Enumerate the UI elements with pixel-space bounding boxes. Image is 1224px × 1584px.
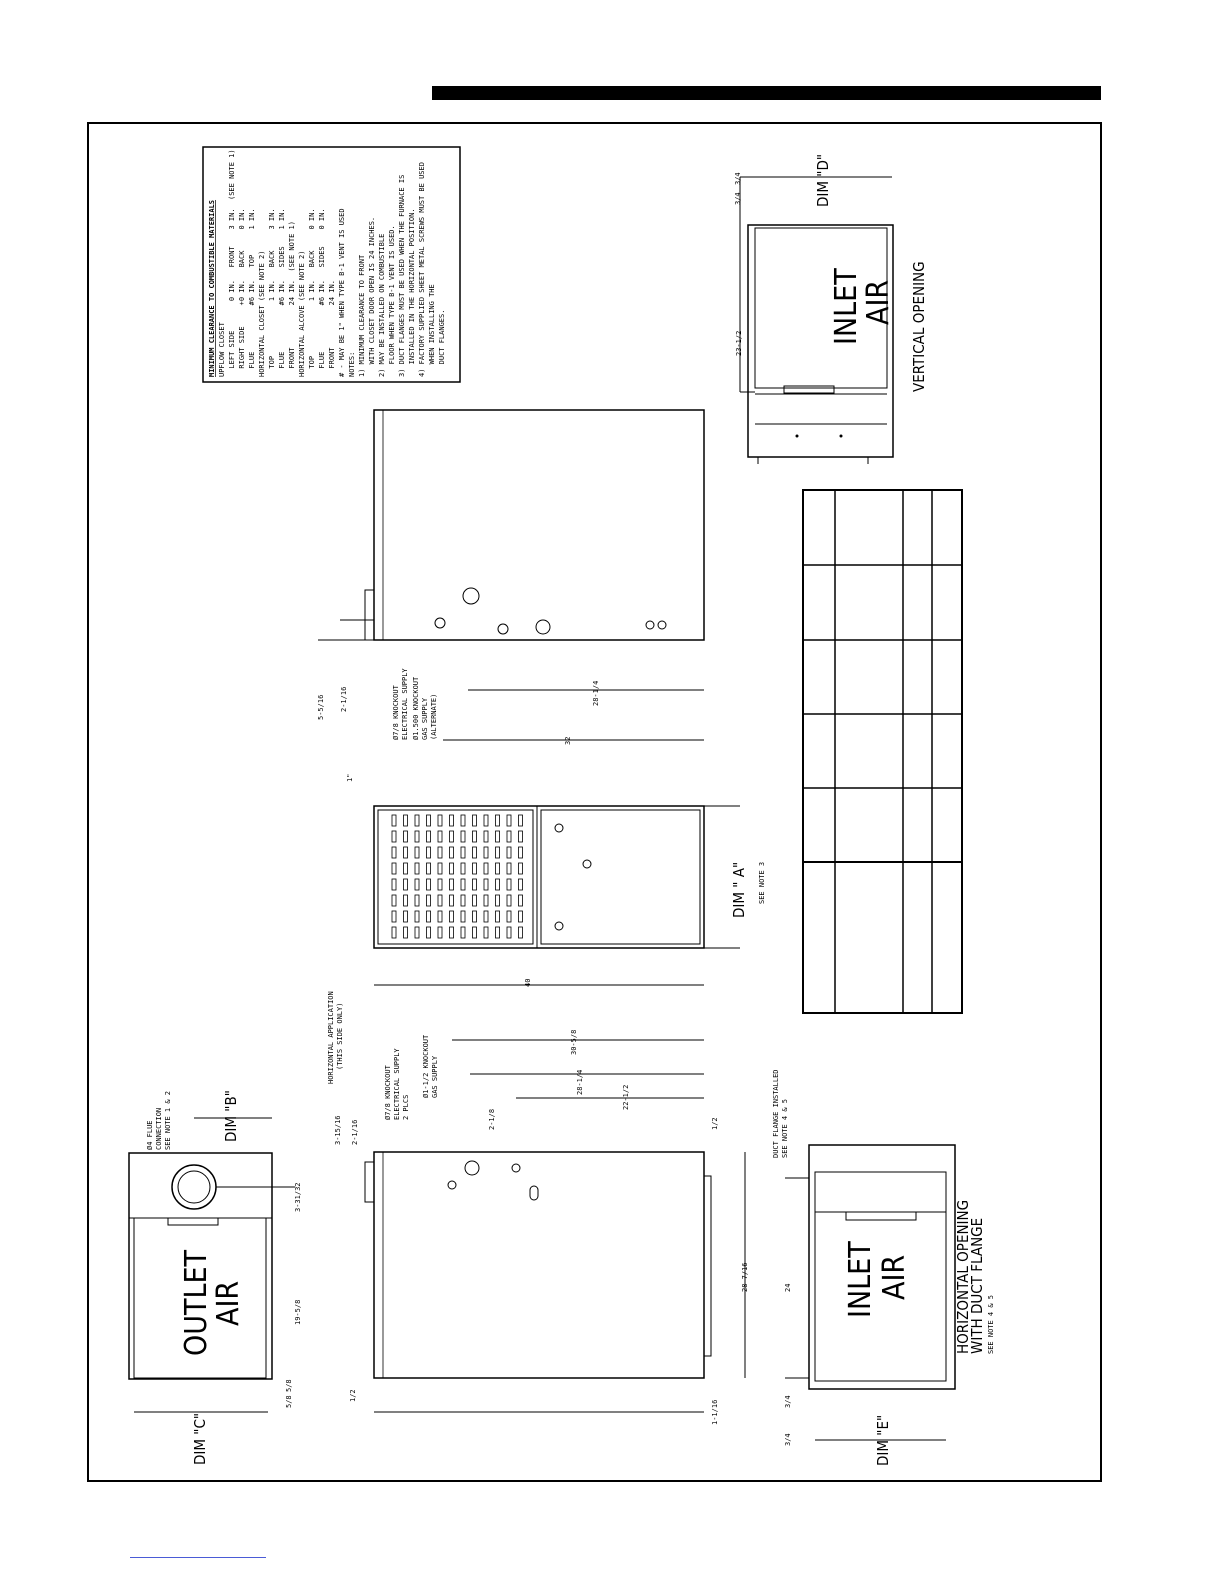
louver [507,895,511,906]
clearance-line: FLOOR WHEN TYPE B-1 VENT IS USED. [388,225,396,377]
svg-text:(THIS SIDE ONLY): (THIS SIDE ONLY) [336,1002,344,1070]
louver [404,879,408,890]
louver [461,847,465,858]
louver [438,911,442,922]
louver [415,831,419,842]
louver [484,911,488,922]
svg-text:Ø7/8 KNOCKOUT: Ø7/8 KNOCKOUT [384,1065,392,1120]
clearance-line: FLUE #6 IN. SIDES 0 IN. [318,208,326,377]
dim-v-3-4b: 3/4 [734,192,742,205]
dimension-table [803,490,962,1013]
louver [450,911,454,922]
svg-text:DUCT FLANGE INSTALLED: DUCT FLANGE INSTALLED [772,1069,780,1158]
louver [450,831,454,842]
dim-s-2-1-16: 2-1/16 [340,686,348,712]
dim-s-28-1-4: 28-1/4 [592,680,600,706]
louver [404,847,408,858]
louver [404,911,408,922]
svg-text:GAS SUPPLY: GAS SUPPLY [431,1055,439,1098]
clearance-line: INSTALLED IN THE HORIZONTAL POSITION. [408,208,416,377]
louver [484,863,488,874]
louver [404,895,408,906]
louver [484,895,488,906]
clearance-line: TOP 1 IN. BACK 0 IN. [308,208,316,377]
louver [496,927,500,938]
svg-text:ELECTRICAL SUPPLY: ELECTRICAL SUPPLY [393,1048,401,1120]
louver [392,879,396,890]
louver [496,911,500,922]
dim-o-19-5-8: 19-5/8 [294,1299,302,1325]
dim-b-3-15-16: 3-15/16 [334,1115,342,1145]
louver [450,815,454,826]
svg-text:CONNECTION: CONNECTION [155,1107,163,1150]
dim-d-label: DIM "D" [814,153,832,207]
dim-s-1in: 1" [346,773,354,782]
svg-text:2 PLCS: 2 PLCS [402,1094,410,1120]
louver [450,863,454,874]
louver [507,815,511,826]
dim-e-label: DIM "E" [874,1414,892,1466]
louver [484,879,488,890]
louver [438,879,442,890]
louver [438,895,442,906]
inlet-vertical-line2: AIR [861,279,896,325]
louver [392,831,396,842]
dim-s-5-5-16: 5-5/16 [317,694,325,720]
horizontal-opening-view [784,1145,995,1466]
louver [427,895,431,906]
louver [427,831,431,842]
louver [507,863,511,874]
louver [519,895,523,906]
dim-h-3-4b: 3/4 [784,1433,792,1446]
callout-knockout-elec-bottom [384,1048,410,1120]
inlet-horizontal-line2: AIR [877,1254,912,1300]
svg-text:Ø1.500 KNOCKOUT: Ø1.500 KNOCKOUT [412,676,420,740]
louver [438,847,442,858]
svg-text:SEE NOTE 4 & 5: SEE NOTE 4 & 5 [987,1294,995,1354]
louver [438,863,442,874]
louver [392,815,396,826]
callout-flue [146,1091,172,1150]
louver [438,831,442,842]
clearance-line: NOTES: [348,351,356,377]
callout-knockout-gas-side [412,676,438,740]
svg-text:SEE NOTE 1 & 2: SEE NOTE 1 & 2 [164,1090,172,1150]
dim-o-5-8b: 5/8 [285,1395,293,1408]
louver [496,895,500,906]
clearance-line: # - MAY BE 1" WHEN TYPE B-1 VENT IS USED [338,208,346,377]
louver [484,927,488,938]
dim-c-label: DIM "C" [191,1412,209,1465]
louver [415,879,419,890]
dim-a-note: SEE NOTE 3 [758,861,766,904]
dim-b-28-1-4: 28-1/4 [576,1069,584,1095]
clearance-line: UPFLOW CLOSET [218,322,226,377]
louver [484,815,488,826]
clearance-line: DUCT FLANGES. [438,309,446,377]
callout-duct-flange [772,1069,789,1158]
louver [392,927,396,938]
svg-text:Ø7/8 KNOCKOUT: Ø7/8 KNOCKOUT [392,685,400,740]
louver [473,911,477,922]
louver [496,831,500,842]
louver [461,879,465,890]
svg-text:HORIZONTAL OPENING: HORIZONTAL OPENING [954,1199,972,1354]
svg-text:SEE NOTE 4 & 5: SEE NOTE 4 & 5 [781,1098,789,1158]
dim-h-24: 24 [784,1283,792,1292]
clearance-line: 1) MINIMUM CLEARANCE TO FRONT [358,254,366,377]
clearance-title: MINIMUM CLEARANCE TO COMBUSTIBLE MATERIALS [208,199,216,377]
clearance-box [203,147,460,382]
dim-a-label: DIM " A" [730,861,748,918]
side-view [317,410,704,745]
louver [507,831,511,842]
dim-s-32: 32 [564,736,572,745]
louver [392,895,396,906]
louver [392,863,396,874]
dim-o-5-8a: 5/8 [285,1379,293,1392]
outlet-line1: OUTLET [179,1249,214,1356]
dim-b-label: DIM "B" [222,1090,240,1142]
louver [427,815,431,826]
clearance-line: LEFT SIDE 0 IN. FRONT 3 IN. (SEE NOTE 1) [228,149,236,377]
louver [438,815,442,826]
louver [461,895,465,906]
louver [473,831,477,842]
louver [427,879,431,890]
louver [496,863,500,874]
vertical-opening-view [734,154,928,464]
louver [461,815,465,826]
louver [507,927,511,938]
louver-grid [392,815,523,938]
louver [473,815,477,826]
louver [415,847,419,858]
clearance-line: FLUE #6 IN. TOP 1 IN. [248,208,256,377]
callout-knockout-elec-side [392,668,409,740]
louver [496,879,500,890]
svg-text:HORIZONTAL APPLICATION: HORIZONTAL APPLICATION [327,991,335,1084]
louver [473,863,477,874]
louver [519,831,523,842]
dim-b-28-7-16: 28-7/16 [741,1262,749,1292]
dim-b-30-5-8: 30-5/8 [570,1029,578,1055]
louver [404,815,408,826]
louver [519,863,523,874]
clearance-line: WITH CLOSET DOOR OPEN IS 24 INCHES. [368,216,376,377]
dim-b-1-1-16: 1-1/16 [711,1399,719,1425]
louver [415,895,419,906]
clearance-line: HORIZONTAL ALCOVE (SEE NOTE 2) [298,250,306,377]
dim-b-2-1-16: 2-1/16 [351,1119,359,1145]
louver [473,895,477,906]
louver [461,831,465,842]
inlet-vertical-line1: INLET [829,268,864,345]
louver [450,895,454,906]
svg-text:WITH DUCT FLANGE: WITH DUCT FLANGE [968,1217,986,1354]
louver [392,911,396,922]
dim-o-3-31-32: 3-31/32 [294,1182,302,1212]
bottom-view [334,1030,789,1425]
louver [507,847,511,858]
clearance-line: HORIZONTAL CLOSET (SEE NOTE 2) [258,250,266,377]
louver [473,927,477,938]
louver [519,879,523,890]
louver [461,911,465,922]
louver [404,831,408,842]
dim-b-2-1-8: 2-1/8 [488,1108,496,1130]
svg-text:Ø1-1/2 KNOCKOUT: Ø1-1/2 KNOCKOUT [422,1034,430,1098]
louver [461,927,465,938]
horizontal-opening-caption [954,1200,995,1354]
svg-text:ELECTRICAL SUPPLY: ELECTRICAL SUPPLY [401,668,409,740]
louver [415,863,419,874]
louver [427,847,431,858]
louver [415,911,419,922]
louver [427,927,431,938]
louver [461,863,465,874]
svg-text:GAS SUPPLY: GAS SUPPLY [421,697,429,740]
dim-b-1-2-bot: 1/2 [349,1389,357,1402]
louver [473,847,477,858]
louver [438,927,442,938]
louver [519,815,523,826]
louver [484,831,488,842]
svg-text:(ALTERNATE): (ALTERNATE) [430,693,438,740]
dim-b-1-2-top: 1/2 [711,1117,719,1130]
louver [519,927,523,938]
dim-v-23-1-2: 23-1/2 [735,330,743,356]
footer-link-underline [130,1557,266,1558]
louver [427,863,431,874]
louver [473,879,477,890]
inlet-horizontal-line1: INLET [843,1241,878,1318]
louver [404,927,408,938]
louver [507,911,511,922]
clearance-line: 3) DUCT FLANGES MUST BE USED WHEN THE FURNACE IS [398,174,406,377]
dim-b-22-1-2: 22-1/2 [622,1084,630,1110]
louver [496,815,500,826]
clearance-line: WHEN INSTALLING THE [428,284,436,377]
louver [415,815,419,826]
louver [484,847,488,858]
callout-horizontal-app [327,991,344,1084]
louver [450,927,454,938]
louver [519,847,523,858]
callout-knockout-gas-bottom [422,1034,439,1098]
clearance-line: RIGHT SIDE +0 IN. BACK 0 IN. [238,208,246,377]
outlet-line2: AIR [211,1280,246,1326]
louver [392,847,396,858]
clearance-line: 4) FACTORY SUPPLIED SHEET METAL SCREWS MUST BE USED [418,162,426,377]
clearance-line: FRONT 24 IN. [328,280,336,377]
svg-text:Ø4 FLUE: Ø4 FLUE [146,1120,154,1150]
vertical-opening-caption: VERTICAL OPENING [910,261,928,392]
dim-f-40: 40 [524,978,532,987]
dim-v-3-4a: 3/4 [734,172,742,185]
louver [415,927,419,938]
louver [404,863,408,874]
louver [496,847,500,858]
dim-h-3-4a: 3/4 [784,1395,792,1408]
clearance-line: 2) MAY BE INSTALLED ON COMBUSTIBLE [378,233,386,377]
louver [507,879,511,890]
louver [427,911,431,922]
louver [450,879,454,890]
clearance-line: FRONT 24 IN. (SEE NOTE 1) [288,221,296,377]
louver [450,847,454,858]
outlet-air-view [129,1090,302,1465]
front-view [327,774,766,1084]
clearance-line: FLUE #6 IN. SIDES 1 IN. [278,208,286,377]
louver [519,911,523,922]
clearance-line: TOP 1 IN. BACK 3 IN. [268,208,276,377]
